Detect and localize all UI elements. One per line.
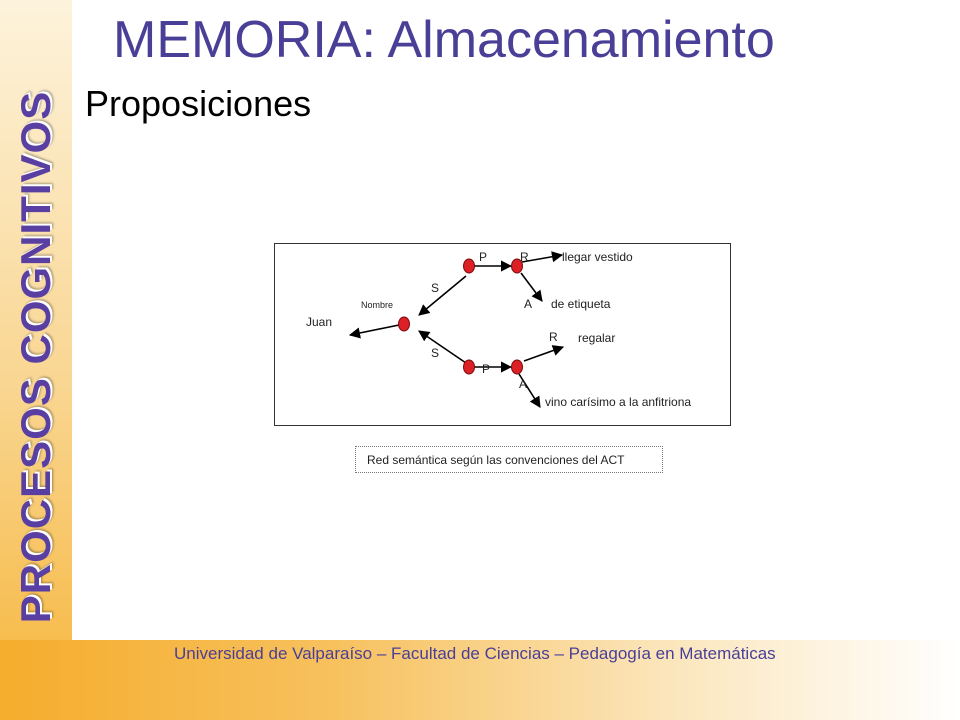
slide-title: MEMORIA: Almacenamiento — [113, 11, 775, 69]
semantic-network-diagram — [274, 243, 731, 426]
label-juan: Juan — [306, 315, 333, 329]
node-lower-right — [512, 360, 523, 374]
label-r-lower: R — [549, 330, 558, 344]
diagram-caption: Red semántica según las convenciones del ACT — [355, 446, 663, 473]
slide-subtitle: Proposiciones — [85, 83, 312, 124]
label-a-upper: A — [524, 297, 533, 311]
footer-institution: Universidad de Valparaíso – Facultad de Ciencias – Pedagogía en Matemáticas — [174, 644, 776, 663]
label-llegar-vestido: llegar vestido — [562, 250, 633, 264]
label-vino: vino carísimo a la anfitriona — [545, 395, 692, 409]
label-regalar: regalar — [578, 331, 616, 345]
label-s-upper: S — [431, 281, 440, 295]
node-prop-lower — [464, 360, 475, 374]
edge-s-lower — [419, 331, 466, 363]
node-prop-upper — [464, 259, 475, 273]
edge-s-upper — [419, 276, 466, 315]
label-a-lower: A — [519, 377, 528, 391]
label-s-lower: S — [431, 346, 440, 360]
label-p-upper: P — [479, 250, 488, 264]
edge-r-lower — [524, 347, 563, 361]
label-nombre: Nombre — [361, 300, 394, 310]
vertical-course-title: PROCESOS COGNITIVOS — [12, 90, 59, 624]
label-p-lower: P — [482, 362, 491, 376]
node-juan — [399, 317, 410, 331]
label-de-etiqueta: de etiqueta — [551, 297, 611, 311]
edge-nombre-juan — [350, 325, 399, 335]
label-r-upper: R — [520, 250, 529, 264]
